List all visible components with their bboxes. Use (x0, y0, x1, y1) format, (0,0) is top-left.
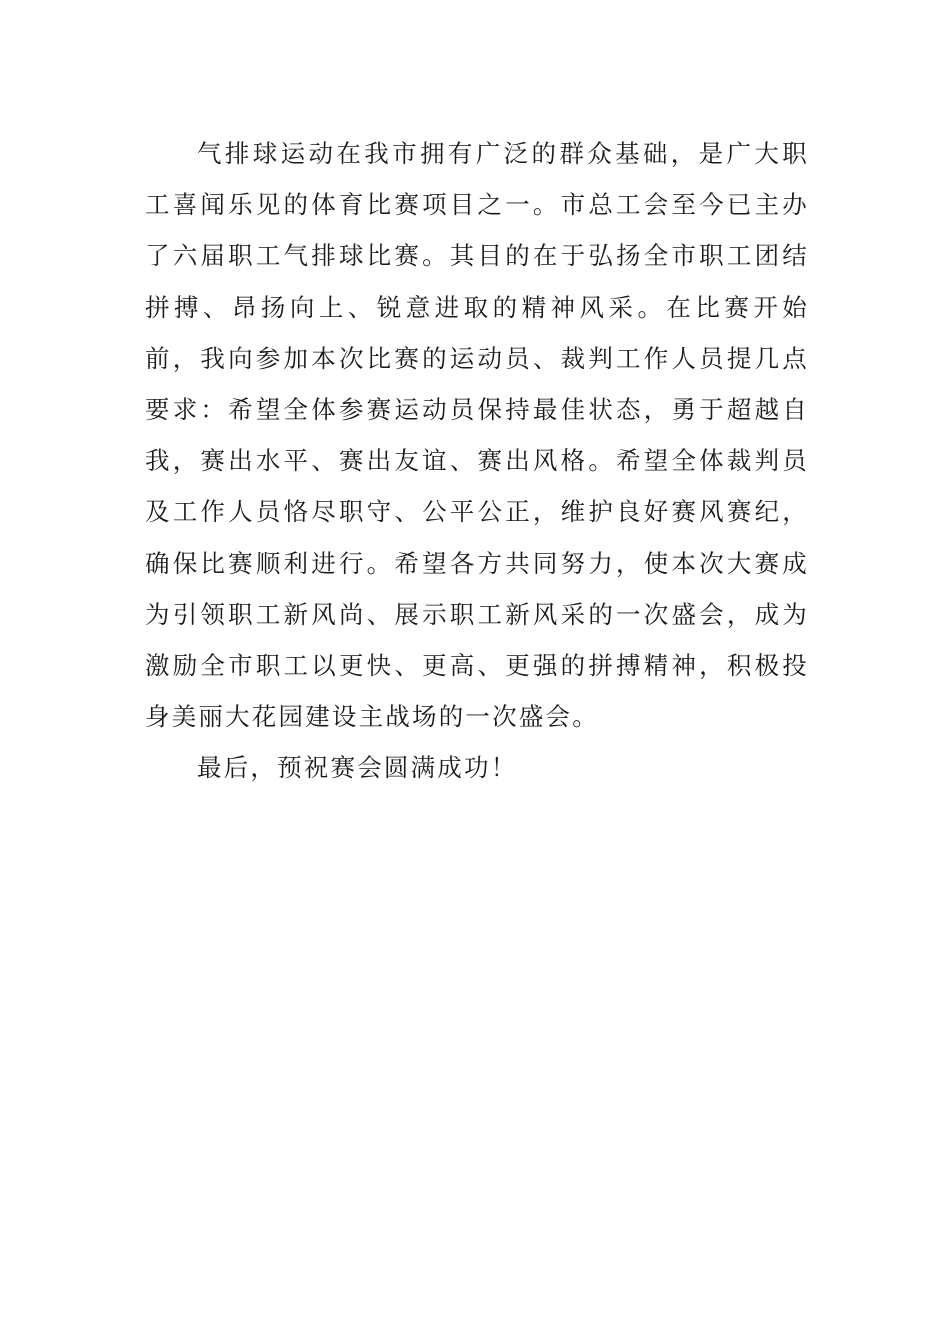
paragraph-closing: 最后，预祝赛会圆满成功！ (197, 753, 518, 783)
document-body (145, 128, 809, 794)
paragraph-main: 气排球运动在我市拥有广泛的群众基础，是广大职工喜闻乐见的体育比赛项目之一。市总工会至今已主办了六届职工气排球比赛。其目的在于弘扬全市职工团结拼搏、昂扬向上、锐意进取的精神风采。在比赛开始前，我向参加本次比赛的运动员、裁判工作人员提几点要求：希望全体参赛运动员保持最佳状态，勇于超越自我，赛出水平、赛出友谊、赛出风格。希望全体裁判员及工作人员恪尽职守、公平公正，维护良好赛风赛纪，确保比赛顺利进行。希望各方共同努力，使本次大赛成为引领职工新风尚、展示职工新风采的一次盛会，成为激励全市职工以更快、更高、更强的拼搏精神，积极投身美丽大花园建设主战场的一次盛会。 (145, 139, 809, 732)
